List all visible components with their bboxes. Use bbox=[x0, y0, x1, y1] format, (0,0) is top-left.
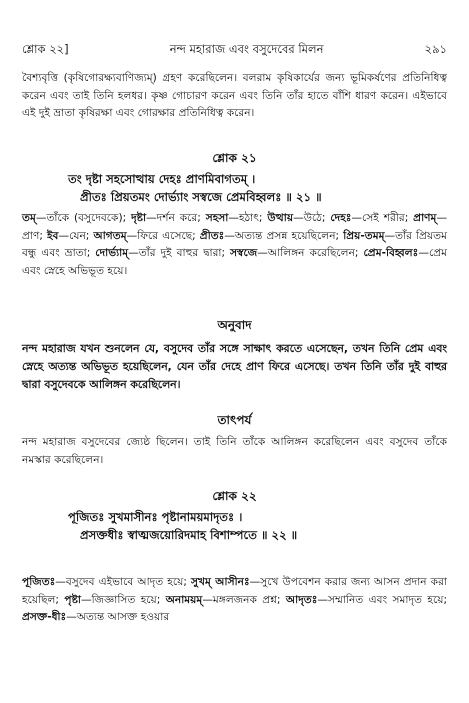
synonym-word: সহসা bbox=[205, 212, 229, 224]
synonyms-paragraph: পূজিতঃ—বসুদেব এইভাবে আদৃত হয়ে; সুখম্ আসীনঃ—সুখে উপবেশন করার জন্য আসন প্রদান করা হয়েছিল; পৃষ্টা—জিজ্ঞাসিত হয়ে; অনাময়ম্—মঙ্গলজনক প্রশ্ন; আদৃতঃ—সম্মানিত এবং সমাদৃত হয়ে; প্রসক্ত-ধীঃ—অত্যন্ত আসক্ত হওয়ার bbox=[22, 576, 448, 624]
synonym-word: ইব bbox=[47, 229, 59, 242]
synonym-meaning: যেন bbox=[69, 229, 86, 242]
synonym-word: প্রিয়-তমম্ bbox=[343, 229, 385, 242]
synonym-meaning: সম্মানিত এবং সমাদৃত হয়ে bbox=[327, 593, 444, 606]
synonym-meaning: হঠাৎ bbox=[238, 212, 259, 224]
synonym-meaning: অত্যন্ত প্রসন্ন হয়েছিলেন bbox=[234, 229, 336, 242]
synonym-word: আদৃতঃ bbox=[285, 593, 318, 606]
synonym-word: দৃষ্টা bbox=[131, 212, 147, 224]
synonym-word: দেহঃ bbox=[330, 212, 352, 224]
synonym-meaning: আলিঙ্গন করেছিলেন bbox=[267, 247, 355, 260]
synonym-meaning: বসুদেব এইভাবে আদৃত হয়ে bbox=[65, 576, 184, 588]
purport-text: নন্দ মহারাজ বসুদেবের জ্যেষ্ঠ ছিলেন। তাই তিনি তাঁকে আলিঙ্গন করেছিলেন এবং বসুদেব তাঁকে নমস্কার করেছিলেন। bbox=[22, 436, 447, 466]
synonym-word: পৃষ্টা bbox=[64, 593, 82, 606]
verse-22-text bbox=[22, 508, 447, 544]
verse-22-line-1: পূজিতঃ সুখমাসীনঃ পৃষ্টানাময়মাদৃতঃ । bbox=[68, 510, 243, 524]
synonym-meaning: মঙ্গলজনক প্রশ্ন bbox=[212, 593, 277, 606]
synonym-meaning: তাঁর প্রিয়তম বন্ধু এবং ভ্রাতা bbox=[22, 229, 448, 260]
verse-21-text bbox=[22, 170, 447, 206]
synonym-meaning: জিজ্ঞাসিত হয়ে bbox=[91, 593, 157, 606]
synonym-word: প্রেম-বিহ্বলঃ bbox=[363, 247, 419, 260]
verse-reference: শ্লোক ২২] bbox=[22, 42, 69, 56]
synonym-meaning: প্রেম এবং স্নেহে অভিভূত হয়ে। bbox=[22, 247, 448, 277]
synonym-word: দোর্ভ্যাম্ bbox=[95, 247, 129, 260]
synonym-meaning: সেই শরীর bbox=[362, 212, 405, 224]
synonym-meaning: ফিরে এসেছে bbox=[137, 229, 193, 242]
synonym-word: আগতম্ bbox=[93, 229, 127, 242]
synonym-word: প্রীতঃ bbox=[199, 229, 225, 242]
verse-21-line-1: তং দৃষ্টা সহসোত্থায় দেহঃ প্রাণমিবাগতম্ । bbox=[68, 172, 256, 186]
verse-22-synonyms bbox=[22, 574, 447, 627]
verse-21-line-2: প্রীতঃ প্রিয়তমং দোর্ভ্যাং সস্বজে প্রেমবিহ্বলঃ ॥ ২১ ॥ bbox=[80, 190, 322, 204]
verse-21-synonyms bbox=[22, 210, 447, 280]
translation-text: নন্দ মহারাজ যখন শুনলেন যে, বসুদেব তাঁর সঙ্গে সাক্ষাৎ করতে এসেছেন, তখন তিনি প্রেম এবং স্নেহে অত্যন্ত অভিভূত হয়েছিলেন, যেন তাঁর দেহে প্রাণ ফিরে এসেছে। তখন তিনি তাঁর দুই বাহুর দ্বারা বসুদেবকে আলিঙ্গন করেছিলেন। bbox=[22, 342, 447, 391]
synonym-meaning: সুখে উপবেশন করার জন্য আসন প্রদান করা হয়েছিল bbox=[22, 576, 447, 606]
intro-paragraph: বৈশ্যবৃত্তি (কৃষিগোরক্ষ্যবাণিজ্যম্) গ্রহণ করেছিলেন। বলরাম কৃষিকার্যের জন্য ভূমিকর্ষণের প্রতিনিধিত্ব করেন এবং তাই তিনি হলধর। কৃষ্ণ গোচারণ করেন এবং তিনি তাঁর হাতে বাঁশি ধারণ করেন। এইভাবে এই দুই ভ্রাতা কৃষিরক্ষা এবং গোরক্ষার প্রতিনিধিত্ব করেন। bbox=[22, 72, 447, 120]
synonym-word: প্রসক্ত-ধীঃ bbox=[22, 611, 67, 624]
synonym-meaning: তাঁকে (বসুদেবকে) bbox=[46, 212, 123, 224]
synonym-word: অনাময়ম্ bbox=[165, 593, 203, 606]
verse-22-heading: শ্লোক ২২ bbox=[212, 489, 257, 503]
synonym-meaning: প্রাণ bbox=[22, 229, 40, 242]
synonym-word: প্রাণম্ bbox=[413, 212, 437, 224]
synonym-meaning: অত্যন্ত আসক্ত হওয়ার bbox=[76, 611, 170, 624]
synonym-meaning: তাঁর দুই বাহুর দ্বারা bbox=[138, 247, 222, 260]
synonym-word: তম্ bbox=[22, 212, 36, 224]
synonyms-paragraph: তম্—তাঁকে (বসুদেবকে); দৃষ্টা—দর্শন করে; সহসা—হঠাৎ; উত্থায়—উঠে; দেহঃ—সেই শরীর; প্রাণম্—প্রাণ; ইব—যেন; আগতম্—ফিরে এসেছে; প্রীতঃ—অত্যন্ত প্রসন্ন হয়েছিলেন; প্রিয়-তমম্—তাঁর প্রিয়তম বন্ধু এবং ভ্রাতা; দোর্ভ্যাম্—তাঁর দুই বাহুর দ্বারা; সস্বজে—আলিঙ্গন করেছিলেন; প্রেম-বিহ্বলঃ—প্রেম এবং স্নেহে অভিভূত হয়ে। bbox=[22, 212, 448, 277]
page-number: ২৯১ bbox=[424, 42, 447, 56]
synonym-word: পূজিতঃ bbox=[22, 576, 56, 588]
verse-21-heading: শ্লোক ২১ bbox=[212, 151, 257, 165]
chapter-title: নন্দ মহারাজ এবং বসুদেবের মিলন bbox=[169, 42, 324, 56]
synonym-meaning: দর্শন করে bbox=[156, 212, 198, 224]
synonym-word: উত্থায় bbox=[267, 212, 294, 224]
translation-heading: অনুবাদ bbox=[217, 318, 252, 332]
verse-22-line-2: প্রসক্তধীঃ স্বাত্মজয়োরিদমাহ বিশাম্পতে ॥ ২২ ॥ bbox=[80, 528, 298, 542]
synonym-meaning: উঠে bbox=[303, 212, 322, 224]
synonym-word: সস্বজে bbox=[230, 247, 258, 260]
synonym-word: সুখম্ আসীনঃ bbox=[191, 576, 250, 588]
purport-heading: তাৎপর্য bbox=[217, 413, 252, 427]
running-header bbox=[22, 42, 447, 56]
